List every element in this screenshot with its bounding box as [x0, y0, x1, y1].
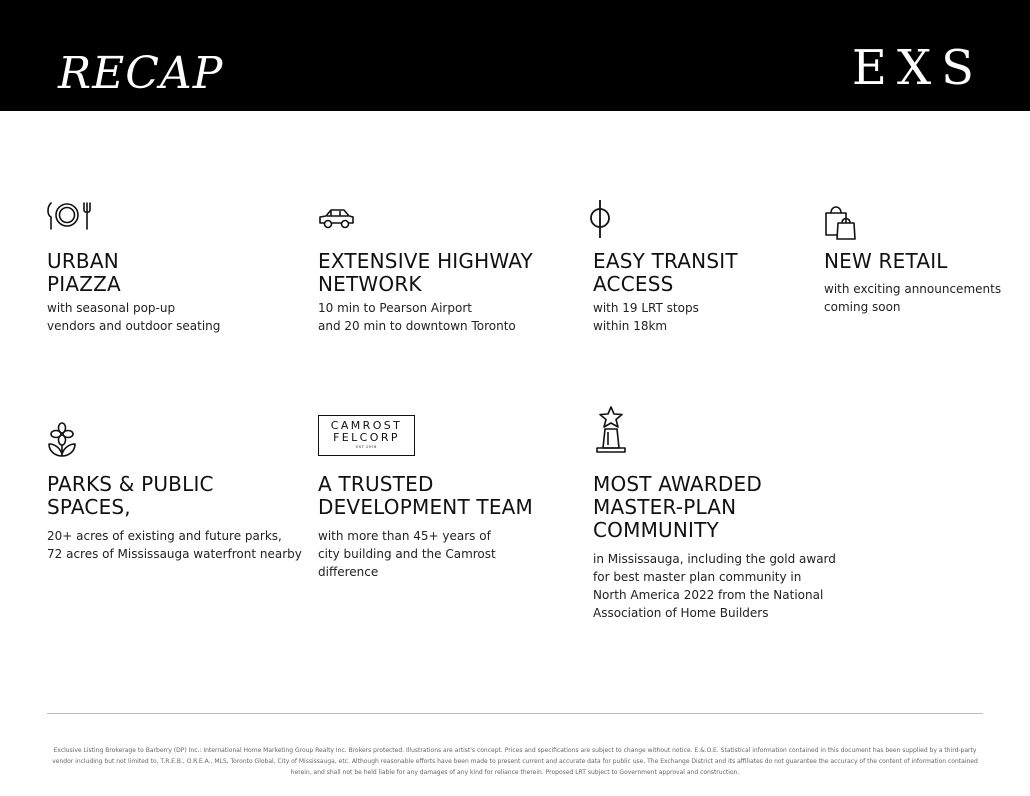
header-bar — [0, 0, 1030, 111]
car-icon — [318, 207, 356, 231]
feature-heading: NEW RETAIL — [824, 249, 948, 273]
legal-disclaimer: Exclusive Listing Brokerage to Barberry (DP) Inc.: International Home Marketing Group Realty Inc. Brokers protected. Illustrations are artist's concept. Prices and specifications are subject to change without notice. E.&.O.E. Statistical information contained in this document has been supplied by a third-party vendor including but not limited to, T.R.E.B., O.R.E.A., MLS, Toronto Global, City of Mississauga, etc. Although reasonable efforts have been made to present current and accurate data for public use, The Exchange District and its affiliates do not guarantee the accuracy of the content of information contained herein, and shall not be held liable for any damages of any kind for reliance therein. Proposed LRT subject to Government approval and construction. — [52, 747, 978, 776]
logo-line-1: CAMROST — [330, 419, 403, 432]
feature-heading: URBAN PIAZZA — [47, 249, 121, 296]
feature-description: with exciting announcements coming soon — [824, 282, 1002, 314]
feature-heading: EXTENSIVE HIGHWAY NETWORK — [318, 249, 533, 296]
feature-heading: MOST AWARDED MASTER-PLAN COMMUNITY — [593, 472, 762, 542]
camrost-felcorp-logo — [318, 415, 415, 456]
award-trophy-icon — [594, 405, 630, 455]
feature-heading: PARKS & PUBLIC SPACES, — [47, 472, 214, 519]
logo-line-2: FELCORP — [333, 431, 400, 444]
exs-logo: EXS — [851, 40, 984, 96]
shopping-bags-icon — [824, 203, 858, 241]
feature-description: in Mississauga, including the gold award for best master plan community in North America 2022 from the National Association of Home Builders — [593, 552, 836, 620]
flower-icon — [46, 422, 78, 458]
dining-icon — [46, 201, 94, 231]
transit-icon — [588, 200, 612, 238]
feature-heading: A TRUSTED DEVELOPMENT TEAM — [318, 472, 534, 519]
feature-description: 10 min to Pearson Airport and 20 min to downtown Toronto — [318, 301, 516, 333]
feature-heading: EASY TRANSIT ACCESS — [593, 249, 738, 296]
footer-divider — [47, 713, 983, 714]
feature-description: with more than 45+ years of city building and the Camrost difference — [318, 529, 496, 579]
logo-line-3: EST 1976 — [356, 445, 377, 449]
feature-description: 20+ acres of existing and future parks, 72 acres of Mississauga waterfront nearby — [47, 529, 302, 561]
feature-description: with seasonal pop-up vendors and outdoor seating — [47, 301, 221, 333]
page-title: RECAP — [58, 48, 224, 99]
feature-description: with 19 LRT stops within 18km — [593, 301, 699, 333]
